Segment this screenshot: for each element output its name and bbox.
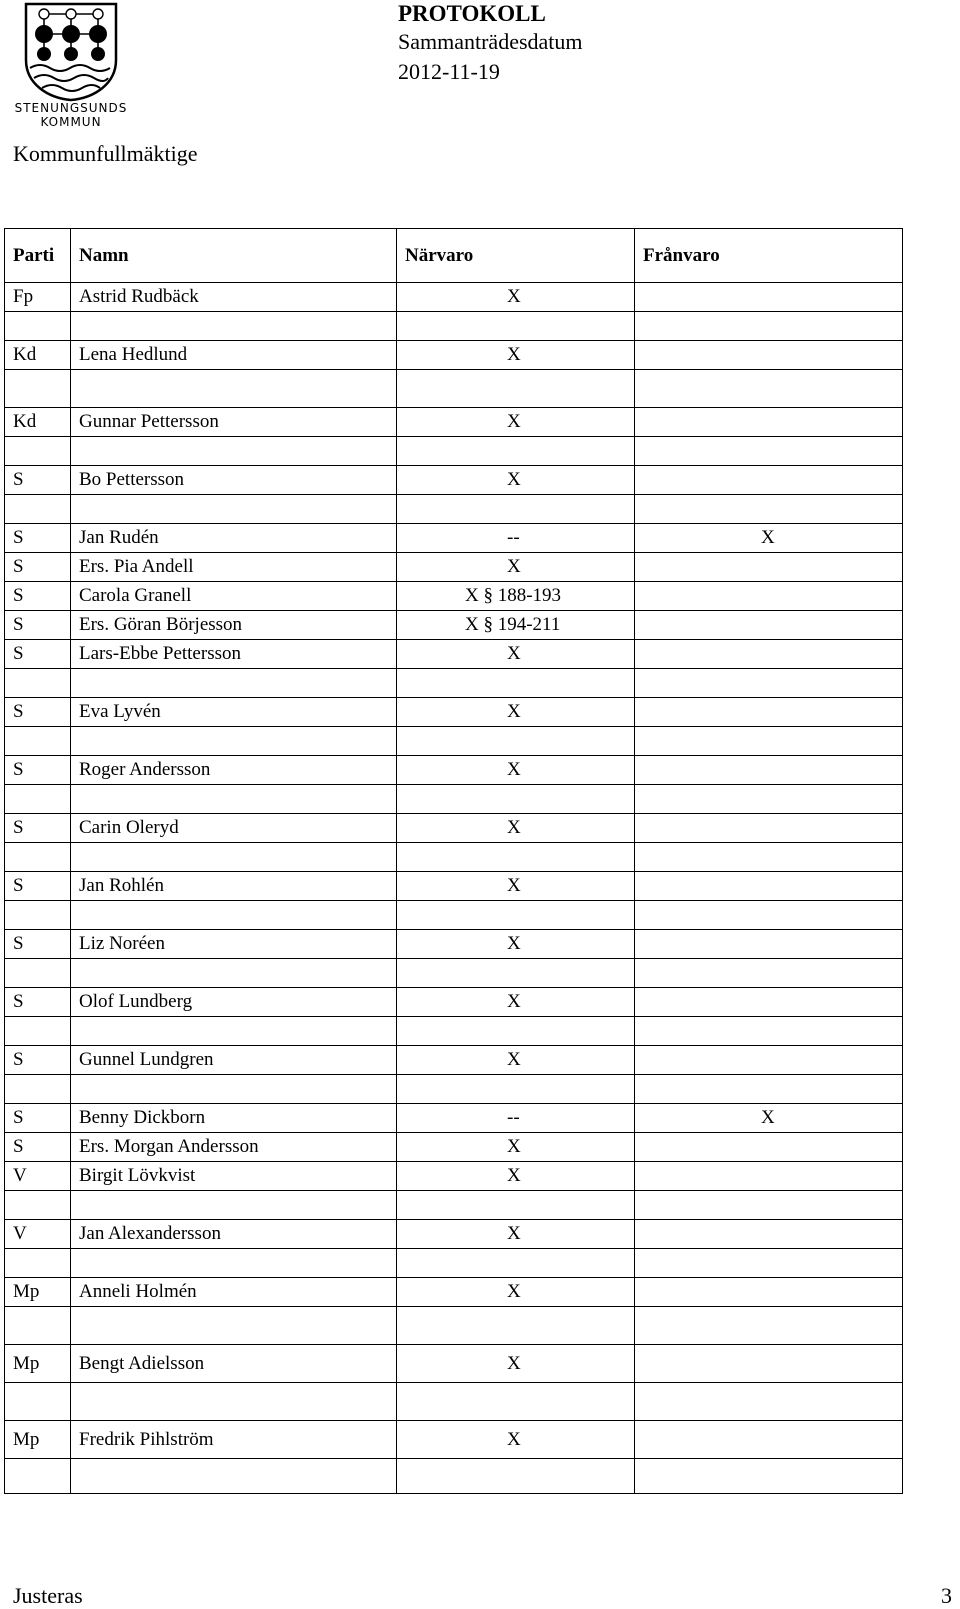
table-row <box>5 1249 903 1278</box>
table-row <box>5 1307 903 1345</box>
table-row <box>5 611 903 640</box>
cell-parti: S <box>5 553 71 582</box>
cell-parti <box>5 437 71 466</box>
cell-namn <box>71 495 397 524</box>
cell-namn <box>71 370 397 408</box>
cell-parti: Mp <box>5 1345 71 1383</box>
cell-parti <box>5 727 71 756</box>
table-row <box>5 408 903 437</box>
cell-namn: Roger Andersson <box>71 756 397 785</box>
cell-franvaro <box>635 553 903 582</box>
cell-namn: Liz Noréen <box>71 930 397 959</box>
table-row <box>5 669 903 698</box>
cell-parti <box>5 1017 71 1046</box>
cell-franvaro <box>635 640 903 669</box>
cell-parti: S <box>5 930 71 959</box>
cell-narvaro: X <box>397 1278 635 1307</box>
cell-namn <box>71 901 397 930</box>
cell-narvaro: X <box>397 408 635 437</box>
cell-narvaro: X <box>397 698 635 727</box>
cell-namn: Birgit Lövkvist <box>71 1162 397 1191</box>
cell-franvaro <box>635 698 903 727</box>
cell-namn: Fredrik Pihlström <box>71 1421 397 1459</box>
cell-narvaro <box>397 1075 635 1104</box>
cell-franvaro: X <box>635 524 903 553</box>
column-header-narvaro: Närvaro <box>397 229 635 283</box>
cell-franvaro <box>635 341 903 370</box>
cell-parti <box>5 785 71 814</box>
cell-parti <box>5 959 71 988</box>
cell-narvaro: X <box>397 466 635 495</box>
cell-franvaro <box>635 1191 903 1220</box>
cell-namn: Carola Granell <box>71 582 397 611</box>
cell-namn: Lars-Ebbe Pettersson <box>71 640 397 669</box>
cell-namn <box>71 727 397 756</box>
cell-namn: Bengt Adielsson <box>71 1345 397 1383</box>
cell-franvaro <box>635 1133 903 1162</box>
cell-franvaro <box>635 1421 903 1459</box>
table-row <box>5 1075 903 1104</box>
table-row <box>5 727 903 756</box>
cell-narvaro <box>397 669 635 698</box>
cell-namn <box>71 1017 397 1046</box>
cell-narvaro <box>397 901 635 930</box>
table-row <box>5 785 903 814</box>
cell-narvaro <box>397 1383 635 1421</box>
table-row <box>5 437 903 466</box>
cell-parti: S <box>5 582 71 611</box>
cell-namn <box>71 437 397 466</box>
cell-narvaro <box>397 959 635 988</box>
cell-parti <box>5 901 71 930</box>
table-row <box>5 283 903 312</box>
cell-parti: S <box>5 524 71 553</box>
cell-parti <box>5 1459 71 1494</box>
cell-namn: Ers. Morgan Andersson <box>71 1133 397 1162</box>
cell-namn: Gunnel Lundgren <box>71 1046 397 1075</box>
cell-parti: V <box>5 1162 71 1191</box>
column-header-namn: Namn <box>71 229 397 283</box>
cell-narvaro <box>397 437 635 466</box>
municipality-logo <box>12 2 130 130</box>
cell-parti: S <box>5 988 71 1017</box>
table-row <box>5 1383 903 1421</box>
cell-narvaro: X <box>397 640 635 669</box>
cell-namn: Jan Alexandersson <box>71 1220 397 1249</box>
cell-narvaro: X § 194-211 <box>397 611 635 640</box>
cell-namn: Gunnar Pettersson <box>71 408 397 437</box>
cell-namn <box>71 1307 397 1345</box>
column-header-franvaro: Frånvaro <box>635 229 903 283</box>
cell-narvaro <box>397 785 635 814</box>
table-row <box>5 1421 903 1459</box>
cell-namn <box>71 785 397 814</box>
cell-narvaro: X <box>397 988 635 1017</box>
cell-parti <box>5 1307 71 1345</box>
cell-franvaro <box>635 1249 903 1278</box>
cell-narvaro: X <box>397 1345 635 1383</box>
cell-narvaro <box>397 312 635 341</box>
cell-namn <box>71 1075 397 1104</box>
table-row <box>5 1133 903 1162</box>
cell-namn <box>71 1459 397 1494</box>
cell-parti: S <box>5 466 71 495</box>
cell-narvaro: -- <box>397 1104 635 1133</box>
cell-namn: Astrid Rudbäck <box>71 283 397 312</box>
document-title: PROTOKOLL <box>398 1 546 26</box>
table-row <box>5 1191 903 1220</box>
cell-parti <box>5 843 71 872</box>
cell-narvaro: X <box>397 814 635 843</box>
cell-narvaro <box>397 1459 635 1494</box>
table-row <box>5 698 903 727</box>
table-row <box>5 1104 903 1133</box>
cell-narvaro: X <box>397 1046 635 1075</box>
cell-narvaro: -- <box>397 524 635 553</box>
cell-namn <box>71 1249 397 1278</box>
cell-namn <box>71 843 397 872</box>
cell-franvaro <box>635 1459 903 1494</box>
cell-narvaro: X <box>397 756 635 785</box>
cell-parti: Kd <box>5 341 71 370</box>
table-row <box>5 1345 903 1383</box>
cell-narvaro <box>397 495 635 524</box>
cell-franvaro <box>635 611 903 640</box>
cell-namn: Jan Rudén <box>71 524 397 553</box>
cell-franvaro <box>635 408 903 437</box>
cell-franvaro <box>635 312 903 341</box>
cell-namn: Carin Oleryd <box>71 814 397 843</box>
cell-parti: S <box>5 814 71 843</box>
cell-namn: Jan Rohlén <box>71 872 397 901</box>
table-header-row <box>5 229 903 283</box>
table-row <box>5 1046 903 1075</box>
table-row <box>5 312 903 341</box>
cell-narvaro: X <box>397 1220 635 1249</box>
cell-franvaro <box>635 370 903 408</box>
cell-parti <box>5 1383 71 1421</box>
table-row <box>5 495 903 524</box>
table-row <box>5 930 903 959</box>
cell-parti: S <box>5 1046 71 1075</box>
cell-namn: Ers. Pia Andell <box>71 553 397 582</box>
cell-franvaro <box>635 930 903 959</box>
table-row <box>5 553 903 582</box>
cell-narvaro: X § 188-193 <box>397 582 635 611</box>
cell-narvaro <box>397 1017 635 1046</box>
cell-franvaro <box>635 843 903 872</box>
cell-narvaro <box>397 727 635 756</box>
table-row <box>5 901 903 930</box>
cell-namn: Ers. Göran Börjesson <box>71 611 397 640</box>
cell-narvaro: X <box>397 283 635 312</box>
cell-parti: Kd <box>5 408 71 437</box>
cell-parti: S <box>5 872 71 901</box>
cell-narvaro: X <box>397 1133 635 1162</box>
cell-franvaro <box>635 1162 903 1191</box>
cell-narvaro: X <box>397 341 635 370</box>
table-row <box>5 341 903 370</box>
cell-parti <box>5 1191 71 1220</box>
cell-parti <box>5 1075 71 1104</box>
column-header-parti: Parti <box>5 229 71 283</box>
cell-franvaro <box>635 727 903 756</box>
cell-franvaro <box>635 1220 903 1249</box>
cell-narvaro: X <box>397 872 635 901</box>
cell-franvaro <box>635 1075 903 1104</box>
cell-parti: S <box>5 1104 71 1133</box>
table-row <box>5 1162 903 1191</box>
table-row <box>5 988 903 1017</box>
cell-franvaro <box>635 1383 903 1421</box>
logo-text-line1: STENUNGSUNDS <box>14 101 128 115</box>
table-row <box>5 524 903 553</box>
cell-namn: Bo Pettersson <box>71 466 397 495</box>
cell-namn <box>71 312 397 341</box>
cell-franvaro <box>635 1017 903 1046</box>
cell-franvaro <box>635 437 903 466</box>
cell-franvaro <box>635 959 903 988</box>
table-row <box>5 814 903 843</box>
cell-namn <box>71 1191 397 1220</box>
cell-franvaro <box>635 466 903 495</box>
cell-narvaro <box>397 1191 635 1220</box>
table-row <box>5 1220 903 1249</box>
cell-parti: Mp <box>5 1421 71 1459</box>
logo-text-line2: KOMMUN <box>40 115 102 129</box>
cell-franvaro <box>635 901 903 930</box>
table-row <box>5 1278 903 1307</box>
cell-franvaro <box>635 582 903 611</box>
table-row <box>5 640 903 669</box>
cell-narvaro <box>397 370 635 408</box>
cell-namn: Anneli Holmén <box>71 1278 397 1307</box>
cell-franvaro <box>635 872 903 901</box>
cell-narvaro <box>397 1307 635 1345</box>
table-row <box>5 370 903 408</box>
cell-franvaro <box>635 283 903 312</box>
cell-namn <box>71 1383 397 1421</box>
table-row <box>5 756 903 785</box>
cell-narvaro: X <box>397 930 635 959</box>
cell-franvaro <box>635 669 903 698</box>
table-row <box>5 1459 903 1494</box>
cell-parti: S <box>5 1133 71 1162</box>
cell-parti <box>5 312 71 341</box>
cell-namn <box>71 669 397 698</box>
cell-franvaro <box>635 785 903 814</box>
cell-parti: S <box>5 698 71 727</box>
cell-parti <box>5 370 71 408</box>
meeting-date-label: Sammanträdesdatum <box>398 29 583 54</box>
page-number: 3 <box>941 1583 952 1608</box>
cell-parti <box>5 495 71 524</box>
cell-narvaro: X <box>397 1421 635 1459</box>
cell-franvaro <box>635 1307 903 1345</box>
cell-parti: S <box>5 640 71 669</box>
cell-namn: Eva Lyvén <box>71 698 397 727</box>
cell-franvaro <box>635 1046 903 1075</box>
cell-franvaro <box>635 495 903 524</box>
coat-of-arms-icon <box>12 2 130 102</box>
cell-franvaro <box>635 814 903 843</box>
cell-narvaro <box>397 1249 635 1278</box>
committee-name: Kommunfullmäktige <box>13 141 198 166</box>
table-row <box>5 1017 903 1046</box>
cell-parti: S <box>5 611 71 640</box>
cell-narvaro <box>397 843 635 872</box>
cell-franvaro <box>635 1345 903 1383</box>
cell-franvaro <box>635 988 903 1017</box>
table-row <box>5 843 903 872</box>
table-row <box>5 582 903 611</box>
footer-justeras-label: Justeras <box>13 1583 83 1608</box>
cell-parti <box>5 1249 71 1278</box>
cell-narvaro: X <box>397 553 635 582</box>
table-row <box>5 959 903 988</box>
cell-parti: S <box>5 756 71 785</box>
cell-namn: Benny Dickborn <box>71 1104 397 1133</box>
cell-narvaro: X <box>397 1162 635 1191</box>
cell-franvaro: X <box>635 1104 903 1133</box>
attendance-table <box>4 228 903 1494</box>
table-row <box>5 466 903 495</box>
cell-parti <box>5 669 71 698</box>
table-row <box>5 872 903 901</box>
cell-namn: Olof Lundberg <box>71 988 397 1017</box>
cell-parti: V <box>5 1220 71 1249</box>
meeting-date: 2012-11-19 <box>398 59 500 84</box>
cell-namn <box>71 959 397 988</box>
cell-franvaro <box>635 756 903 785</box>
cell-parti: Mp <box>5 1278 71 1307</box>
cell-namn: Lena Hedlund <box>71 341 397 370</box>
cell-franvaro <box>635 1278 903 1307</box>
cell-parti: Fp <box>5 283 71 312</box>
